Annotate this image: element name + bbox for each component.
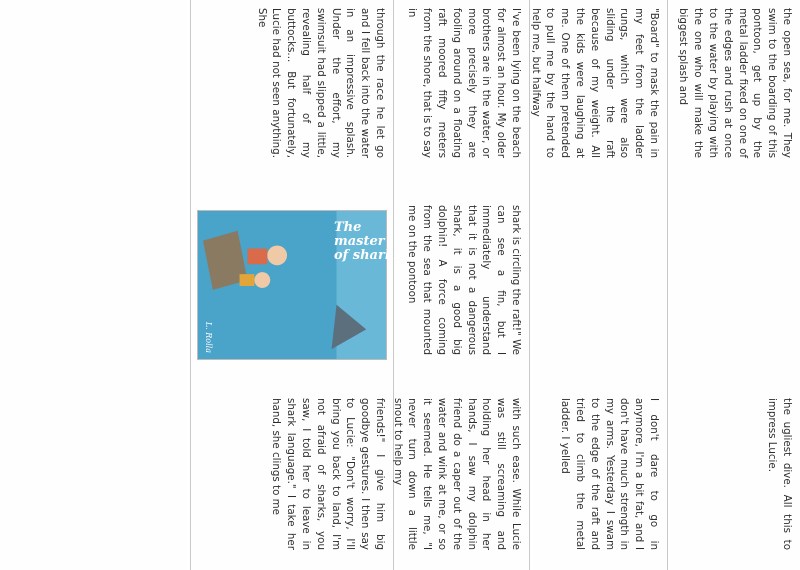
text-column: with such ease. While Lucie was still screaming and holding her head in her hands, I saw my dolphin friend do a caper out of the water and wink at me, or so it seemed. He tells me, "I never turn down a little snout to help my (391, 398, 522, 550)
title-line: The (334, 220, 362, 235)
text-column: the open sea, for me. They swim to the boarding of this pontoon, get up by the metal ladder fixed on one of the edges and rush at once to the water by playing with the one who will make the biggest splash and (677, 8, 793, 158)
title-line: of sharks (334, 248, 402, 263)
cover-illustration (197, 210, 402, 360)
text-strip-2 (529, 0, 667, 570)
title-line: master (334, 234, 385, 249)
text-column: I've been lying on the beach for almost an hour. My older brothers are in the water, or more precisely they are fooling around on a floating raft moored fifty meters from the shore, that is to say in (406, 8, 522, 158)
text-column: I don't dare to go in anymore, I'm a bit fat, and I don't have much strength in my arms. Yesterday I swam to the edge of the raft and tried to climb the metal ladder. I yelled (559, 398, 660, 550)
illustration-title (334, 221, 401, 263)
text-column: through the race he let go and I fell back into the water in an impressive splash. Under the effort, my swimsuit had slipped a little, revealing half of my buttocks... But fortunately, Lucie had not seen anything. She (255, 8, 386, 158)
text-column: the ugliest dive. All this to impress Lucie. (766, 398, 793, 550)
text-strip-3 (393, 0, 529, 570)
text-strip-1 (667, 0, 800, 570)
text-strip-4 (190, 0, 402, 570)
text-column: friends!" I give him big goodbye gestures. I then say to Lucie: "Don't worry, I'll bring you back to land, I'm not afraid of sharks, you saw, I told her to leave in shark language." I take her hand, she clings to me (270, 398, 386, 550)
text-column: "Board" to mask the pain in my feet from the ladder rungs, which were also sliding under the raft because of my weight. All the kids were laughing at me. One of them pretended to pull me by the hand to help me, but halfway (529, 8, 660, 158)
illustration-signature: L. Rolla (204, 321, 213, 353)
text-column: shark is circling the raft!" We can see a fin, but I immediately understand that it is not a dangerous shark, it is a good big dolphin! A force coming from the sea that mounted me on the pontoon (406, 205, 522, 355)
